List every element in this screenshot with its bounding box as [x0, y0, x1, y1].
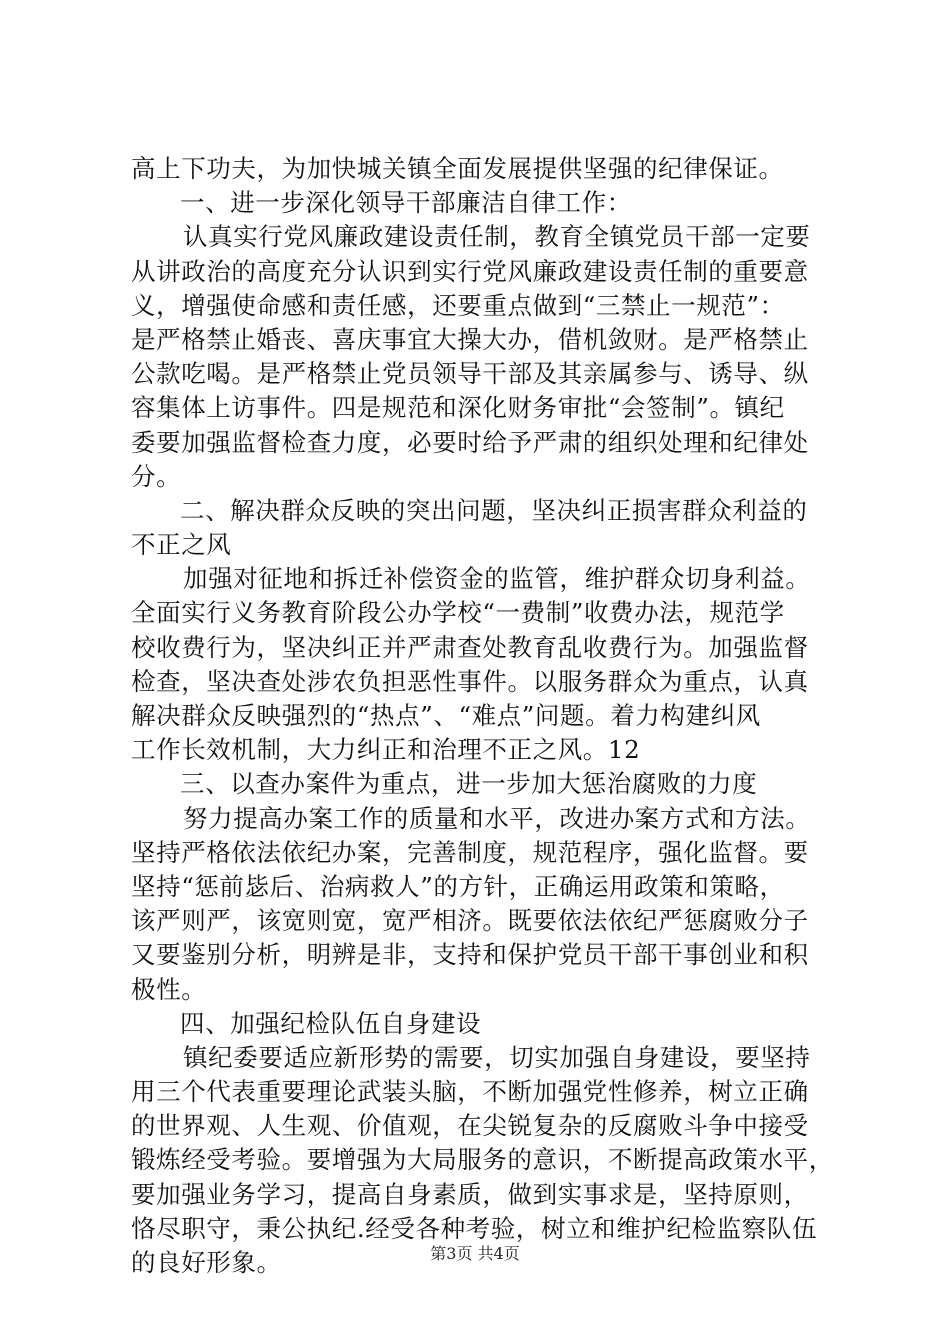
- text-line: 解决群众反映强烈的“热点”、“难点”问题。着力构建纠风: [131, 701, 761, 730]
- text-line: 检查，坚决查处涉农负担恶性事件。以服务群众为重点，认真: [131, 666, 809, 696]
- page-number-label: 第3页 共4页: [430, 1244, 520, 1263]
- text-line: 的良好形象。: [131, 1248, 282, 1277]
- text-line: 努力提高办案工作的质量和水平，改进办案方式和方法。: [183, 803, 811, 833]
- text-line: 从讲政治的高度充分认识到实行党风廉政建设责任制的重要意: [131, 256, 809, 286]
- section-heading-1: 一、进一步深化领导干部廉洁自律工作：: [180, 188, 632, 218]
- text-line: 委要加强监督检查力度，必要时给予严肃的组织处理和纪律处: [131, 427, 809, 457]
- text-line: 是严格禁止婚丧、喜庆事宜大操大办，借机敛财。是严格禁止: [131, 324, 809, 354]
- text-line: 全面实行义务教育阶段公办学校“一费制”收费办法，规范学: [131, 598, 785, 628]
- text-line: 又要鉴别分析，明辨是非，支持和保护党员干部干事创业和积: [131, 940, 809, 970]
- text-line: 高上下功夫，为加快城关镇全面发展提供坚强的纪律保证。: [131, 154, 784, 183]
- text-line: 的世界观、人生观、价值观，在尖锐复杂的反腐败斗争中接受: [131, 1111, 809, 1141]
- text-line: 不正之风: [131, 530, 232, 560]
- section-heading-4: 四、加强纪检队伍自身建设: [180, 1008, 482, 1038]
- text-line: 镇纪委要适应新形势的需要，切实加强自身建设，要坚持: [183, 1042, 811, 1072]
- text-line: 加强对征地和拆迁补偿资金的监管，维护群众切身利益。: [183, 564, 811, 594]
- text-line: 锻炼经受考验。要增强为大局服务的意识，不断提高政策水平，: [131, 1145, 834, 1175]
- section-heading-2: 二、解决群众反映的突出问题，坚决纠正损害群众利益的: [180, 495, 808, 525]
- text-line: 工作长效机制，大力纠正和治理不正之风。12: [131, 735, 641, 765]
- text-line: 极性。: [131, 974, 207, 1004]
- text-line: 义，增强使命感和责任感，还要重点做到“三禁止一规范”：: [131, 290, 785, 320]
- section-heading-3: 三、以查办案件为重点，进一步加大惩治腐败的力度: [180, 769, 758, 799]
- page-footer: [0, 1244, 950, 1264]
- text-line: 坚持“惩前毖后、治病救人”的方针，正确运用政策和策略，: [131, 871, 785, 901]
- text-line: 该严则严，该宽则宽，宽严相济。既要依法依纪严惩腐败分子: [131, 906, 809, 936]
- text-line: 容集体上访事件。四是规范和深化财务审批“会签制”。镇纪: [131, 393, 785, 423]
- text-line: 恪尽职守，秉公执纪.经受各种考验，树立和维护纪检监察队伍: [131, 1213, 818, 1243]
- text-line: 公款吃喝。是严格禁止党员领导干部及其亲属参与、诱导、纵: [131, 359, 809, 389]
- text-line: 要加强业务学习，提高自身素质，做到实事求是，坚持原则，: [131, 1179, 809, 1209]
- text-line: 校收费行为，坚决纠正并严肃查处教育乱收费行为。加强监督: [131, 632, 809, 662]
- text-line: 用三个代表重要理论武装头脑，不断加强党性修养，树立正确: [131, 1077, 809, 1107]
- text-line: 分。: [131, 461, 182, 491]
- text-line: 认真实行党风廉政建设责任制，教育全镇党员干部一定要: [183, 222, 811, 252]
- text-line: 坚持严格依法依纪办案，完善制度，规范程序，强化监督。要: [131, 837, 809, 867]
- document-body: [131, 152, 834, 1280]
